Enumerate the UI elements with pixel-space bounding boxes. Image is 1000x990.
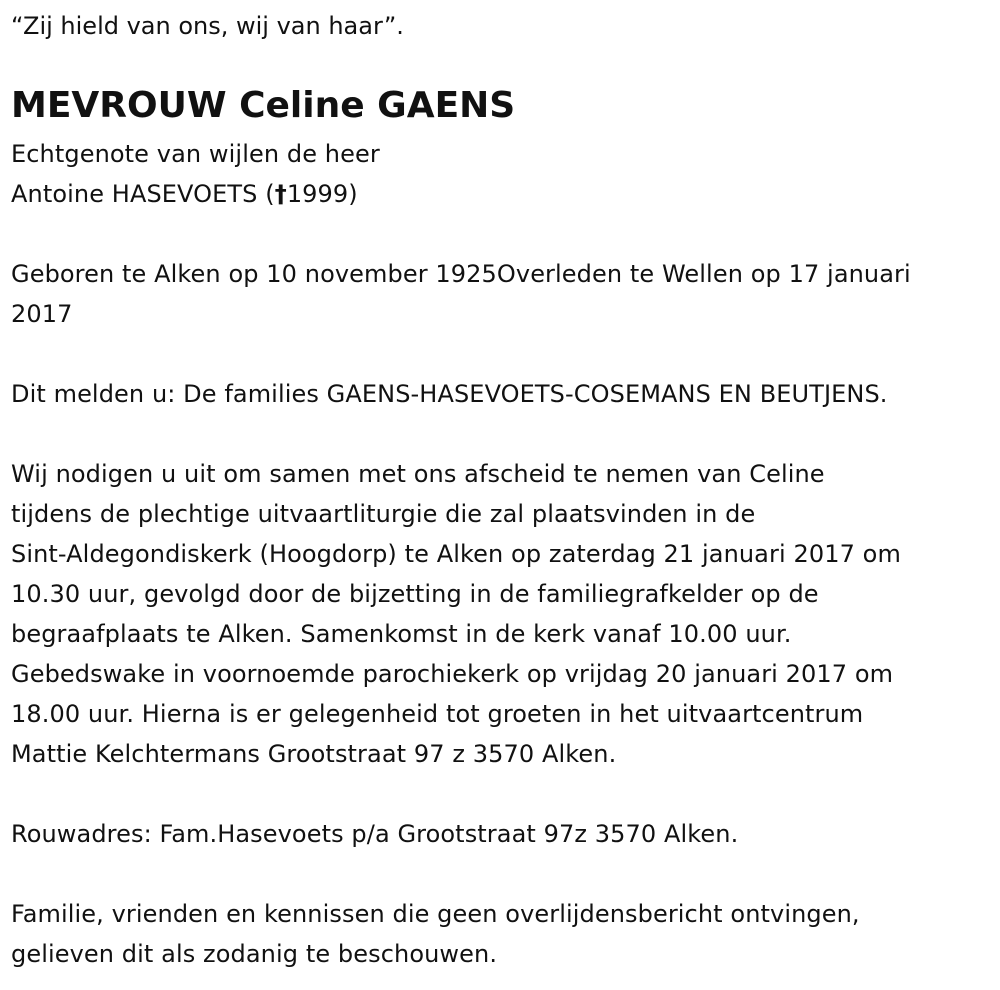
mourning-address-block xyxy=(11,814,991,854)
invitation-line: begraafplaats te Alken. Samenkomst in de kerk vanaf 10.00 uur. xyxy=(11,620,792,648)
mourning-address-line: Rouwadres: Fam.Hasevoets p/a Grootstraat 97z 3570 Alken. xyxy=(11,820,739,848)
invitation-block xyxy=(11,454,991,774)
invitation-line: Gebedswake in voornoemde parochiekerk op vrijdag 20 januari 2017 om xyxy=(11,660,894,688)
birth-death-block xyxy=(11,254,991,334)
spouse-name: Antoine HASEVOETS ( xyxy=(11,180,275,208)
invitation-line: tijdens de plechtige uitvaartliturgie die zal plaatsvinden in de xyxy=(11,500,756,528)
invitation-line: Mattie Kelchtermans Grootstraat 97 z 3570 Alken. xyxy=(11,740,617,768)
birth-death-line-1: Geboren te Alken op 10 november 1925Overleden te Wellen op 17 januari xyxy=(11,260,911,288)
invitation-line: 10.30 uur, gevolgd door de bijzetting in de familiegrafkelder op de xyxy=(11,580,819,608)
deceased-name-heading: MEVROUW Celine GAENS xyxy=(11,85,516,126)
closing-line: Familie, vrienden en kennissen die geen overlijdensbericht ontvingen, xyxy=(11,900,860,928)
invitation-line: 18.00 uur. Hierna is er gelegenheid tot groeten in het uitvaartcentrum xyxy=(11,700,864,728)
cross-icon: † xyxy=(274,180,287,208)
spouse-line-2 xyxy=(11,174,991,214)
epitaph-quote: “Zij hield van ons, wij van haar”. xyxy=(11,12,404,40)
closing-line: gelieven dit als zodanig te beschouwen. xyxy=(11,940,498,968)
announcers-line: Dit melden u: De families GAENS-HASEVOETS-COSEMANS EN BEUTJENS. xyxy=(11,380,888,408)
announcers-block xyxy=(11,374,991,414)
spouse-death-year: 1999) xyxy=(286,180,358,208)
closing-block xyxy=(11,894,991,974)
invitation-line: Wij nodigen u uit om samen met ons afscheid te nemen van Celine xyxy=(11,460,825,488)
birth-death-line-2: 2017 xyxy=(11,300,73,328)
spouse-block xyxy=(11,134,991,214)
spouse-line-1: Echtgenote van wijlen de heer xyxy=(11,140,380,168)
invitation-line: Sint-Aldegondiskerk (Hoogdorp) te Alken op zaterdag 21 januari 2017 om xyxy=(11,540,901,568)
